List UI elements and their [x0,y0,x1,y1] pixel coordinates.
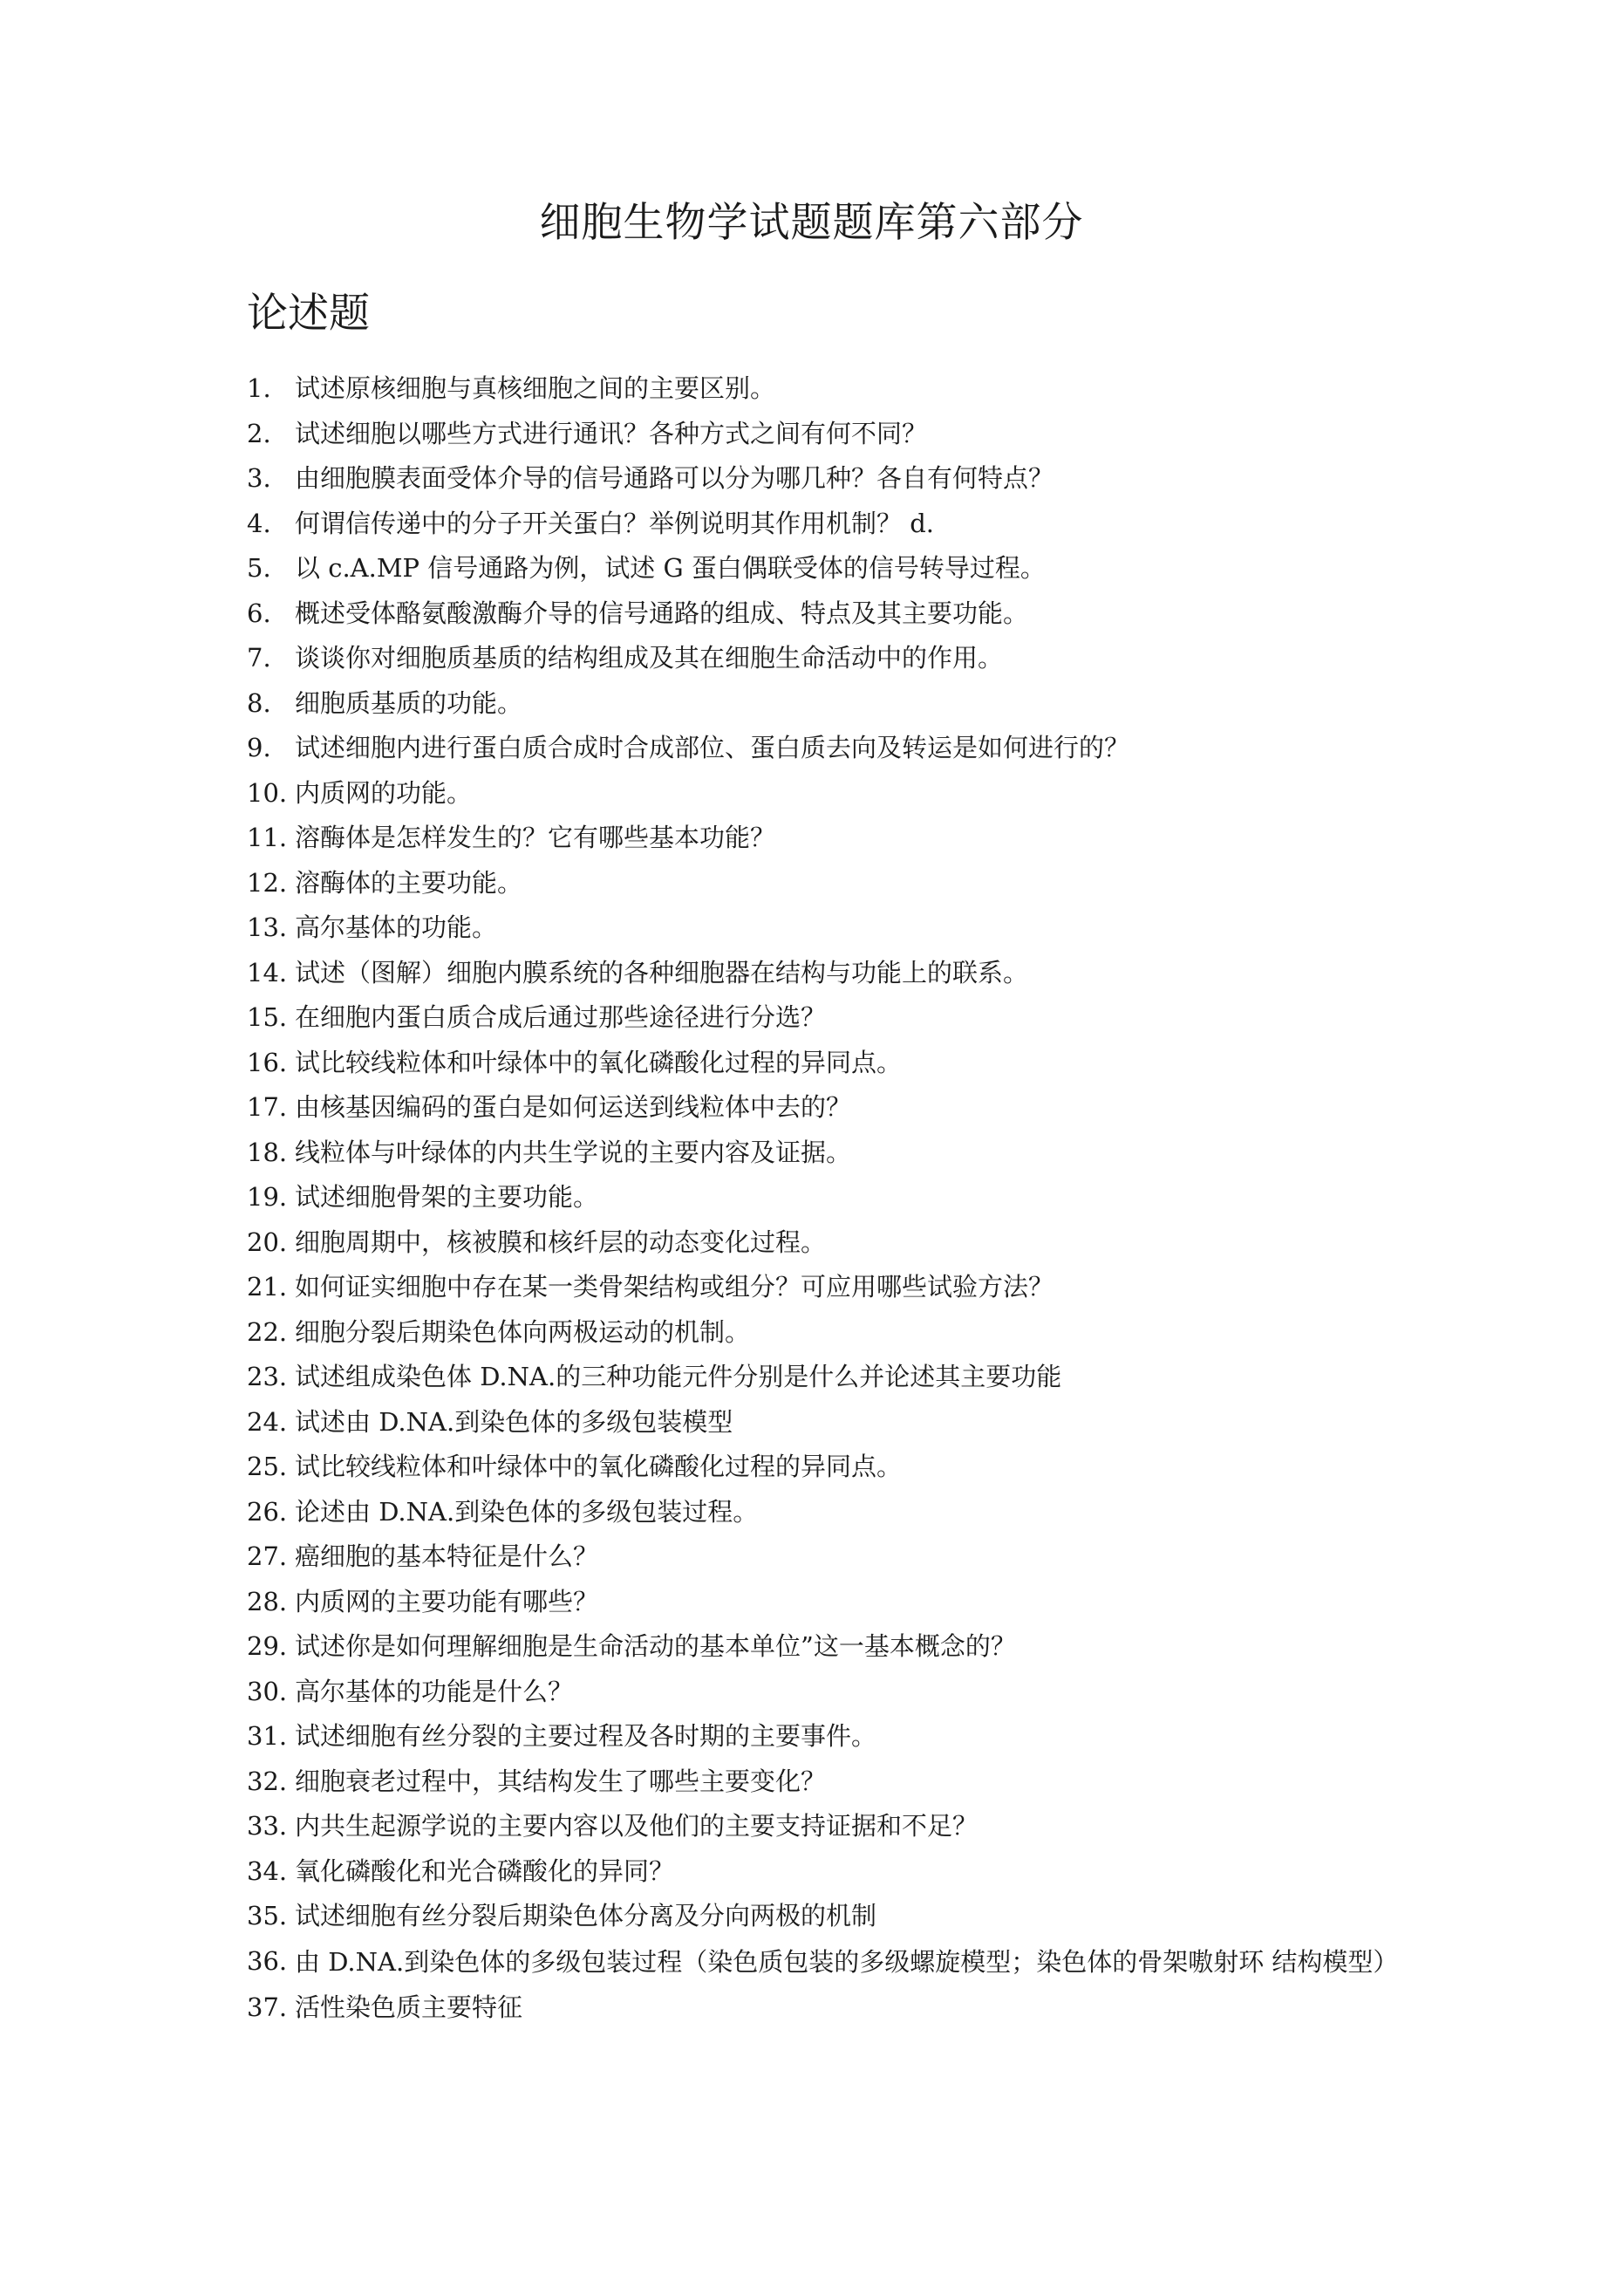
question-text: 内共生起源学说的主要内容以及他们的主要支持证据和不足？ [295,1811,979,1841]
question-list [247,366,1399,2030]
question-item [247,1580,1389,1625]
question-number: 19. [247,1182,288,1212]
question-text: 细胞质基质的功能。 [295,687,523,718]
question-item [247,1670,1389,1715]
question-text: 内质网的功能。 [295,777,473,808]
question-text: 试述细胞内进行蛋白质合成时合成部位、蛋白质去向及转运是如何进行的？ [295,733,1130,762]
question-number: 34. [247,1855,288,1886]
question-number: 11. [247,823,288,852]
question-text: 论述由 D.NA.到染色体的多级包装过程。 [295,1496,759,1527]
question-number: 22. [247,1316,288,1347]
question-item [247,1760,1389,1805]
question-number: 21. [247,1272,288,1302]
question-item [247,861,1389,906]
question-number: 13. [247,912,288,942]
question-number: 16. [247,1047,288,1077]
question-number: 31. [247,1721,288,1751]
question-number: 7. [247,643,271,673]
question-item [247,1894,1389,1939]
question-text: 何谓信传递中的分子开关蛋白？举例说明其作用机制？ d. [295,508,935,538]
question-text: 试述原核细胞与真核细胞之间的主要区别。 [295,373,776,403]
question-item [247,366,1389,412]
question-item [247,1355,1389,1400]
question-number: 37. [247,1992,288,2022]
question-item [247,412,1389,457]
question-number: 17. [247,1092,288,1122]
question-item [247,1445,1389,1490]
question-item [247,816,1389,861]
question-item [247,681,1389,727]
question-text: 细胞分裂后期染色体向两极运动的机制。 [295,1316,751,1347]
question-text: 以 c.A.MP 信号通路为例，试述 G 蛋白偶联受体的信号转导过程。 [295,553,1046,583]
question-text: 试述细胞有丝分裂的主要过程及各时期的主要事件。 [295,1721,877,1751]
question-text: 高尔基体的功能是什么？ [295,1676,574,1706]
question-number: 3. [247,463,271,493]
question-text: 试述由 D.NA.到染色体的多级包装模型 [295,1406,733,1437]
question-number: 25. [247,1452,288,1481]
question-number: 15. [247,1002,288,1032]
question-text: 试述细胞骨架的主要功能。 [295,1182,599,1212]
question-item [247,726,1389,771]
question-number: 30. [247,1676,288,1706]
question-number: 4. [247,508,271,538]
question-text: 试述细胞有丝分裂后期染色体分离及分向两极的机制 [295,1901,877,1930]
question-text: 由细胞膜表面受体介导的信号通路可以分为哪几种？各自有何特点？ [295,463,1054,493]
question-number: 2. [247,418,271,448]
question-number: 35. [247,1901,288,1930]
question-item [247,1310,1389,1356]
question-item [247,1849,1389,1895]
question-item [247,1534,1389,1580]
question-item [247,1490,1389,1535]
question-text: 氧化磷酸化和光合磷酸化的异同？ [295,1855,675,1886]
question-text: 概述受体酪氨酸激酶介导的信号通路的组成、特点及其主要功能。 [295,598,1029,628]
question-text: 试述细胞以哪些方式进行通讯？各种方式之间有何不同？ [295,418,928,448]
question-number: 26. [247,1496,288,1527]
question-text: 由核基因编码的蛋白是如何运送到线粒体中去的？ [295,1092,852,1122]
question-item [247,1265,1389,1310]
question-item [247,905,1389,951]
question-number: 36. [247,1945,288,1976]
question-text: 试述组成染色体 D.NA.的三种功能元件分别是什么并论述其主要功能 [295,1362,1062,1391]
question-number: 6. [247,598,271,628]
question-text: 线粒体与叶绿体的内共生学说的主要内容及证据。 [295,1137,852,1167]
question-text: 试述你是如何理解细胞是生命活动的基本单位”这一基本概念的？ [295,1631,1016,1661]
document-title: 细胞生物学试题题库第六部分 [539,199,1084,247]
question-item [247,1804,1389,1849]
question-text: 细胞周期中，核被膜和核纤层的动态变化过程。 [295,1227,827,1257]
question-text: 活性染色质主要特征 [295,1992,523,2022]
question-text: 试比较线粒体和叶绿体中的氧化磷酸化过程的异同点。 [295,1047,903,1077]
question-item [247,1714,1389,1760]
question-number: 28. [247,1586,288,1616]
question-text: 溶酶体的主要功能。 [295,867,523,898]
question-number: 23. [247,1362,288,1391]
question-item [247,951,1389,996]
question-number: 14. [247,957,288,987]
question-item [247,456,1389,502]
section-heading: 论述题 [247,290,370,338]
question-text: 试述（图解）细胞内膜系统的各种细胞器在结构与功能上的联系。 [295,957,1029,987]
question-number: 5. [247,553,271,583]
question-item [247,1131,1389,1176]
question-number: 18. [247,1137,288,1167]
question-text: 细胞衰老过程中，其结构发生了哪些主要变化？ [295,1766,827,1796]
question-item [247,1624,1389,1670]
question-item [247,636,1389,681]
question-item [247,502,1389,547]
question-item [247,1400,1389,1445]
question-item [247,995,1389,1041]
question-text: 试比较线粒体和叶绿体中的氧化磷酸化过程的异同点。 [295,1452,903,1481]
question-text: 如何证实细胞中存在某一类骨架结构或组分？可应用哪些试验方法？ [295,1272,1054,1302]
question-number: 1. [247,373,271,403]
question-number: 33. [247,1811,288,1841]
question-text: 由 D.NA.到染色体的多级包装过程（染色质包装的多级螺旋模型；染色体的骨架嗷射环 结构模型） [295,1946,1399,1977]
question-text: 内质网的主要功能有哪些？ [295,1586,599,1616]
question-number: 20. [247,1227,288,1257]
question-number: 32. [247,1766,288,1796]
question-item [247,1220,1389,1266]
question-item [247,1085,1389,1131]
question-item [247,1175,1389,1220]
question-number: 9. [247,733,271,762]
question-item [247,546,1389,591]
question-text: 高尔基体的功能。 [295,912,498,942]
question-item [247,1939,1399,1985]
question-text: 癌细胞的基本特征是什么？ [295,1541,599,1571]
question-number: 24. [247,1406,288,1437]
question-number: 12. [247,867,288,898]
question-item [247,591,1389,637]
question-number: 27. [247,1541,288,1571]
question-item [247,771,1389,817]
question-item [247,1985,1389,2031]
question-text: 谈谈你对细胞质基质的结构组成及其在细胞生命活动中的作用。 [295,643,1004,673]
question-item [247,1041,1389,1086]
question-text: 在细胞内蛋白质合成后通过那些途径进行分选？ [295,1002,827,1032]
question-text: 溶酶体是怎样发生的？它有哪些基本功能？ [295,823,776,852]
question-number: 29. [247,1631,288,1661]
question-number: 10. [247,777,288,808]
question-number: 8. [247,687,271,718]
